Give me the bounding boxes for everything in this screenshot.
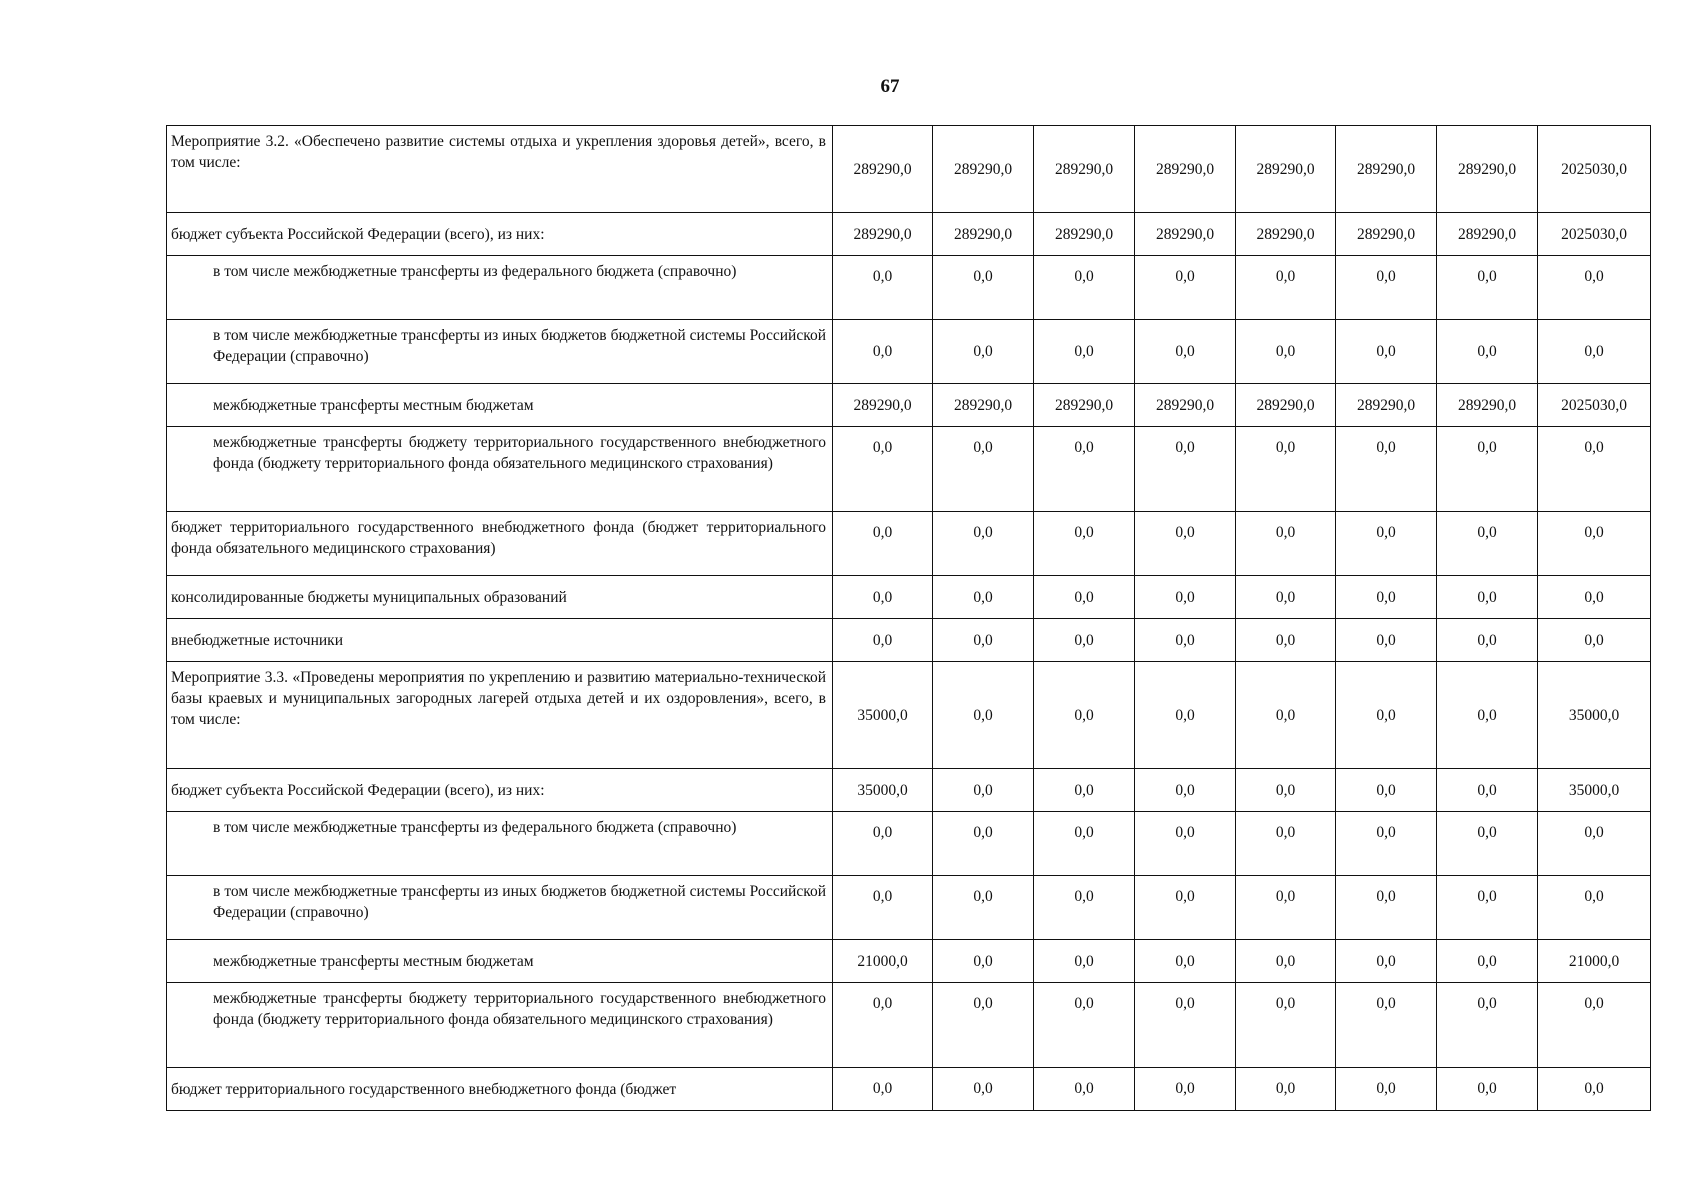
- year-value: 0,0: [833, 812, 933, 876]
- row-label: в том числе межбюджетные трансферты из иных бюджетов бюджетной системы Российской Федерации (справочно): [167, 320, 833, 384]
- year-value: 0,0: [1437, 1068, 1538, 1111]
- row-label: в том числе межбюджетные трансферты из иных бюджетов бюджетной системы Российской Федерации (справочно): [167, 876, 833, 940]
- row-total-value: 0,0: [1538, 983, 1651, 1068]
- row-label: внебюджетные источники: [167, 619, 833, 662]
- year-value: 0,0: [1236, 427, 1336, 512]
- table-row: [167, 812, 1651, 876]
- year-value: 0,0: [1135, 320, 1236, 384]
- year-value: 289290,0: [933, 213, 1034, 256]
- year-value: 0,0: [833, 983, 933, 1068]
- table-body: [167, 126, 1651, 1111]
- row-total-value: 0,0: [1538, 256, 1651, 320]
- year-value: 289290,0: [833, 384, 933, 427]
- table-row: [167, 983, 1651, 1068]
- year-value: 0,0: [1437, 983, 1538, 1068]
- year-value: 0,0: [1336, 576, 1437, 619]
- row-label: Мероприятие 3.2. «Обеспечено развитие системы отдыха и укрепления здоровья детей», всего, в том числе:: [167, 126, 833, 213]
- table-row: [167, 662, 1651, 769]
- row-total-value: 0,0: [1538, 812, 1651, 876]
- row-label: бюджет субъекта Российской Федерации (всего), из них:: [167, 213, 833, 256]
- year-value: 0,0: [933, 619, 1034, 662]
- row-total-value: 21000,0: [1538, 940, 1651, 983]
- row-label: межбюджетные трансферты местным бюджетам: [167, 384, 833, 427]
- year-value: 0,0: [1135, 256, 1236, 320]
- year-value: 0,0: [1034, 876, 1135, 940]
- year-value: 289290,0: [1336, 213, 1437, 256]
- year-value: 289290,0: [1236, 384, 1336, 427]
- year-value: 0,0: [1336, 1068, 1437, 1111]
- year-value: 289290,0: [1336, 384, 1437, 427]
- year-value: 0,0: [1236, 876, 1336, 940]
- row-label: Мероприятие 3.3. «Проведены мероприятия по укреплению и развитию материально-технической базы краевых и муниципальных загородных лагерей отдыха детей и их оздоровления», всего, в том числе:: [167, 662, 833, 769]
- row-label: в том числе межбюджетные трансферты из федерального бюджета (справочно): [167, 256, 833, 320]
- year-value: 0,0: [1236, 812, 1336, 876]
- year-value: 0,0: [1236, 576, 1336, 619]
- row-total-value: 2025030,0: [1538, 126, 1651, 213]
- year-value: 0,0: [1437, 512, 1538, 576]
- row-total-value: 2025030,0: [1538, 213, 1651, 256]
- year-value: 289290,0: [1437, 213, 1538, 256]
- year-value: 0,0: [1437, 427, 1538, 512]
- year-value: 0,0: [933, 320, 1034, 384]
- year-value: 289290,0: [1437, 384, 1538, 427]
- table-row: [167, 512, 1651, 576]
- year-value: 0,0: [1437, 812, 1538, 876]
- year-value: 289290,0: [833, 126, 933, 213]
- year-value: 0,0: [933, 512, 1034, 576]
- row-label: межбюджетные трансферты местным бюджетам: [167, 940, 833, 983]
- year-value: 0,0: [1034, 812, 1135, 876]
- year-value: 0,0: [1437, 256, 1538, 320]
- year-value: 0,0: [1236, 320, 1336, 384]
- year-value: 0,0: [833, 876, 933, 940]
- row-label: бюджет субъекта Российской Федерации (всего), из них:: [167, 769, 833, 812]
- year-value: 0,0: [1336, 619, 1437, 662]
- year-value: 0,0: [833, 320, 933, 384]
- year-value: 0,0: [1135, 876, 1236, 940]
- year-value: 0,0: [1135, 427, 1236, 512]
- row-total-value: 0,0: [1538, 876, 1651, 940]
- year-value: 0,0: [1437, 876, 1538, 940]
- year-value: 0,0: [1437, 662, 1538, 769]
- year-value: 289290,0: [833, 213, 933, 256]
- year-value: 0,0: [1135, 576, 1236, 619]
- table-row: [167, 384, 1651, 427]
- year-value: 0,0: [933, 576, 1034, 619]
- table-row: [167, 213, 1651, 256]
- table-row: [167, 427, 1651, 512]
- table-row: [167, 576, 1651, 619]
- year-value: 35000,0: [833, 769, 933, 812]
- year-value: 0,0: [1135, 662, 1236, 769]
- year-value: 0,0: [1236, 983, 1336, 1068]
- row-total-value: 0,0: [1538, 427, 1651, 512]
- year-value: 0,0: [1034, 256, 1135, 320]
- row-total-value: 0,0: [1538, 512, 1651, 576]
- row-label: бюджет территориального государственного внебюджетного фонда (бюджет территориального фонда обязательного медицинского страхования): [167, 512, 833, 576]
- year-value: 0,0: [1135, 769, 1236, 812]
- year-value: 0,0: [1236, 1068, 1336, 1111]
- year-value: 0,0: [1135, 940, 1236, 983]
- year-value: 0,0: [933, 427, 1034, 512]
- year-value: 0,0: [833, 619, 933, 662]
- year-value: 289290,0: [1236, 126, 1336, 213]
- row-total-value: 2025030,0: [1538, 384, 1651, 427]
- year-value: 0,0: [1236, 619, 1336, 662]
- year-value: 0,0: [1336, 876, 1437, 940]
- table-row: [167, 320, 1651, 384]
- year-value: 289290,0: [1336, 126, 1437, 213]
- year-value: 0,0: [1336, 812, 1437, 876]
- year-value: 0,0: [1034, 662, 1135, 769]
- year-value: 0,0: [1336, 662, 1437, 769]
- year-value: 0,0: [933, 940, 1034, 983]
- table-row: [167, 769, 1651, 812]
- year-value: 0,0: [1336, 983, 1437, 1068]
- year-value: 0,0: [1437, 320, 1538, 384]
- year-value: 0,0: [833, 512, 933, 576]
- table-row: [167, 126, 1651, 213]
- year-value: 0,0: [1336, 940, 1437, 983]
- year-value: 0,0: [1336, 256, 1437, 320]
- row-label: межбюджетные трансферты бюджету территориального государственного внебюджетного фонда (бюджету территориального фонда обязательного медицинского страхования): [167, 983, 833, 1068]
- year-value: 0,0: [1034, 619, 1135, 662]
- year-value: 0,0: [1336, 512, 1437, 576]
- year-value: 0,0: [1135, 983, 1236, 1068]
- table-row: [167, 876, 1651, 940]
- year-value: 289290,0: [1034, 213, 1135, 256]
- year-value: 289290,0: [1135, 126, 1236, 213]
- year-value: 0,0: [1236, 256, 1336, 320]
- year-value: 0,0: [1034, 769, 1135, 812]
- row-label: в том числе межбюджетные трансферты из федерального бюджета (справочно): [167, 812, 833, 876]
- year-value: 289290,0: [1236, 213, 1336, 256]
- row-total-value: 0,0: [1538, 320, 1651, 384]
- row-total-value: 0,0: [1538, 576, 1651, 619]
- year-value: 0,0: [1437, 619, 1538, 662]
- year-value: 0,0: [1135, 812, 1236, 876]
- year-value: 289290,0: [933, 384, 1034, 427]
- year-value: 0,0: [1336, 320, 1437, 384]
- row-total-value: 35000,0: [1538, 662, 1651, 769]
- year-value: 0,0: [1437, 769, 1538, 812]
- year-value: 289290,0: [933, 126, 1034, 213]
- year-value: 0,0: [1034, 983, 1135, 1068]
- row-label: межбюджетные трансферты бюджету территориального государственного внебюджетного фонда (бюджету территориального фонда обязательного медицинского страхования): [167, 427, 833, 512]
- year-value: 0,0: [1236, 940, 1336, 983]
- row-total-value: 35000,0: [1538, 769, 1651, 812]
- year-value: 0,0: [1034, 320, 1135, 384]
- table-row: [167, 940, 1651, 983]
- year-value: 0,0: [1336, 769, 1437, 812]
- table-row: [167, 619, 1651, 662]
- budget-table: [166, 125, 1651, 1111]
- year-value: 0,0: [1437, 576, 1538, 619]
- year-value: 0,0: [1336, 427, 1437, 512]
- year-value: 289290,0: [1437, 126, 1538, 213]
- year-value: 0,0: [1034, 940, 1135, 983]
- year-value: 289290,0: [1034, 384, 1135, 427]
- table-row: [167, 1068, 1651, 1111]
- year-value: 0,0: [833, 576, 933, 619]
- year-value: 0,0: [1236, 662, 1336, 769]
- year-value: 21000,0: [833, 940, 933, 983]
- year-value: 0,0: [833, 256, 933, 320]
- year-value: 0,0: [1034, 512, 1135, 576]
- year-value: 289290,0: [1135, 213, 1236, 256]
- year-value: 289290,0: [1135, 384, 1236, 427]
- year-value: 0,0: [933, 256, 1034, 320]
- year-value: 0,0: [933, 662, 1034, 769]
- year-value: 0,0: [1236, 512, 1336, 576]
- year-value: 0,0: [833, 1068, 933, 1111]
- row-total-value: 0,0: [1538, 1068, 1651, 1111]
- year-value: 0,0: [1034, 427, 1135, 512]
- year-value: 0,0: [833, 427, 933, 512]
- year-value: 0,0: [1135, 619, 1236, 662]
- year-value: 0,0: [1135, 512, 1236, 576]
- year-value: 289290,0: [1034, 126, 1135, 213]
- year-value: 0,0: [933, 1068, 1034, 1111]
- year-value: 35000,0: [833, 662, 933, 769]
- page-number: 67: [880, 76, 900, 97]
- year-value: 0,0: [1034, 576, 1135, 619]
- year-value: 0,0: [1135, 1068, 1236, 1111]
- row-total-value: 0,0: [1538, 619, 1651, 662]
- row-label: бюджет территориального государственного внебюджетного фонда (бюджет: [167, 1068, 833, 1111]
- table-row: [167, 256, 1651, 320]
- year-value: 0,0: [1236, 769, 1336, 812]
- year-value: 0,0: [1437, 940, 1538, 983]
- year-value: 0,0: [933, 812, 1034, 876]
- year-value: 0,0: [933, 876, 1034, 940]
- row-label: консолидированные бюджеты муниципальных образований: [167, 576, 833, 619]
- year-value: 0,0: [933, 769, 1034, 812]
- year-value: 0,0: [933, 983, 1034, 1068]
- year-value: 0,0: [1034, 1068, 1135, 1111]
